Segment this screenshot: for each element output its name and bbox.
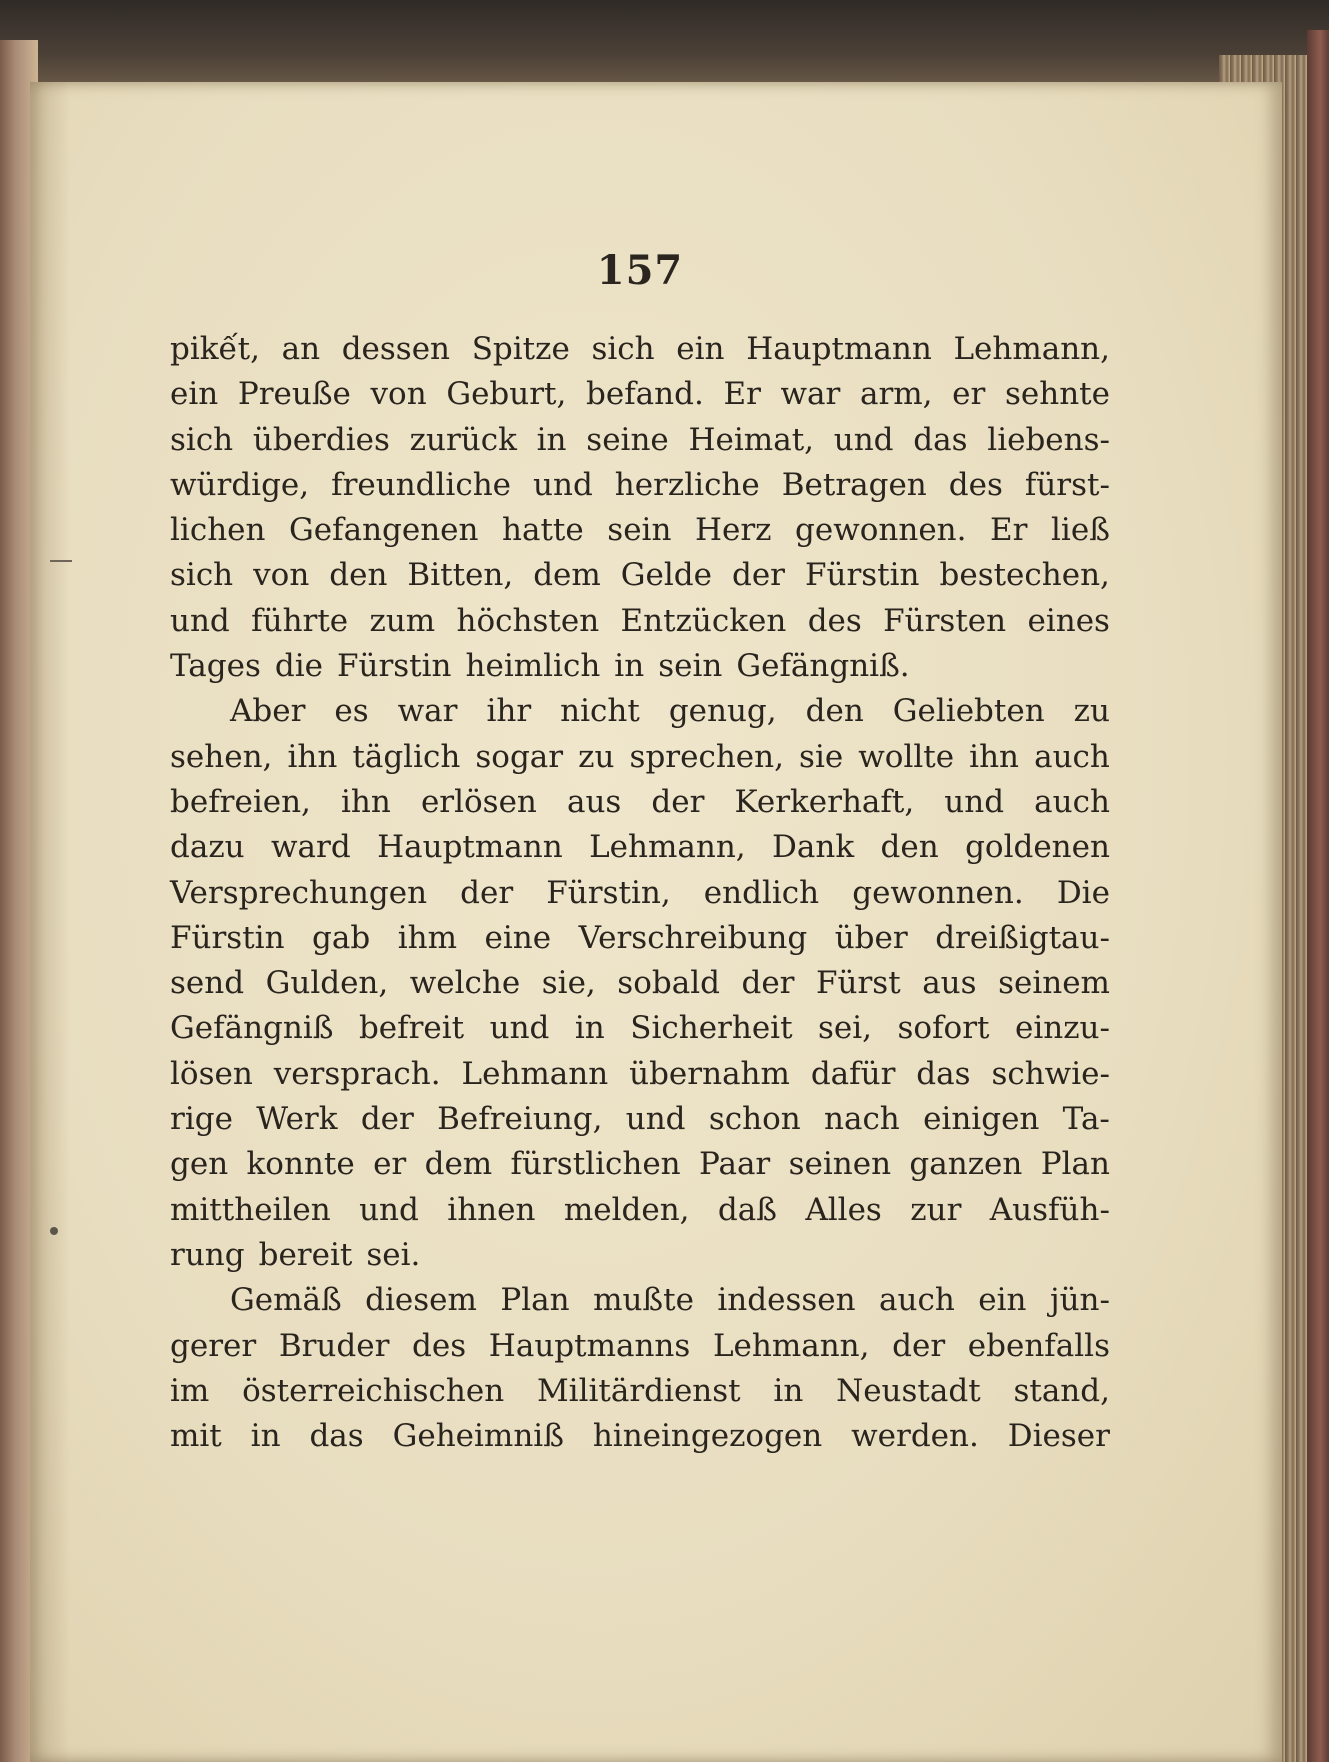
word: an [281,331,321,367]
word: befreit [358,1010,465,1047]
word: sei. [366,1236,421,1273]
text-line [170,871,1110,916]
word: der [360,1101,414,1138]
word: Hauptmanns [488,1327,691,1364]
word: dem [424,1146,493,1183]
word: daß [717,1191,777,1228]
word: ganzen [909,1146,1023,1183]
word: Fürstin [804,557,920,594]
word: ihn [341,783,391,820]
word: in [773,1372,804,1409]
word: Fürsten [883,602,1007,639]
word: hineingezogen [592,1418,823,1455]
text-line [170,553,1110,598]
word: ließ [1051,512,1110,549]
word: in [614,648,645,685]
word: und [533,466,593,503]
book-page [30,82,1282,1762]
word: werden. [851,1418,979,1455]
word: in [536,421,567,458]
word: sprechen, [629,738,784,775]
word: auch [1034,738,1110,775]
word: der [651,783,705,820]
word: Verschreibung [578,919,808,956]
word: dessen [341,331,451,367]
word: Gelde [620,557,712,594]
word: dazu [170,829,245,866]
word: freundliche [331,466,512,503]
word: sofort [897,1010,990,1047]
word: welche [409,965,521,1002]
word: das [309,1418,364,1455]
word: Lehmann, [953,331,1110,367]
word: mit [170,1418,222,1455]
word: seine [586,421,669,458]
word: das [913,421,968,458]
word: er [952,376,986,413]
word: Sicherheit [630,1010,793,1047]
word: Tages [170,648,261,685]
text-line [170,825,1110,870]
word: herzliche [614,466,760,503]
word: und [359,1191,419,1228]
word: Ta- [1062,1101,1110,1138]
word: eines [1027,602,1110,639]
word: ihr [486,693,532,730]
word: endlich [703,874,820,911]
word: Er [723,376,761,413]
word: ward [271,829,351,866]
word: und [944,783,1005,820]
word: arm, [859,376,933,413]
word: bestechen, [939,557,1110,594]
word: Kerkerhaft, [734,783,915,820]
word: Hauptmann [746,331,932,367]
word: einigen [923,1101,1040,1138]
word: zu [578,738,615,775]
word: des [412,1327,467,1364]
word: dem [533,557,601,594]
word: den [805,693,864,730]
word: den [329,557,388,594]
word: Entzücken [620,602,787,639]
word: bereit [258,1236,353,1273]
book-binding [1307,30,1329,1762]
word: sehen, [170,738,273,775]
word: Fürstin, [546,874,671,911]
text-line [170,327,1110,372]
word: fürstlichen [510,1146,681,1183]
word: ihnen [447,1191,536,1228]
text-line [170,916,1110,961]
word: Die [1056,874,1110,911]
word: sie, [541,965,596,1002]
margin-dot [50,1227,58,1235]
word: in [250,1418,281,1455]
word: Bitten, [407,557,514,594]
word: sie [799,738,844,775]
word: nicht [560,693,640,730]
word: in [574,1010,605,1047]
word: Geburt, [446,376,567,413]
text-line [170,1369,1110,1414]
text-line [170,780,1110,825]
page-gutter-shadow [30,82,70,1762]
word: höchsten [456,602,600,639]
word: fürst- [1024,466,1110,503]
word: Lehmann [461,1055,609,1092]
word: die [274,648,323,685]
text-line [170,418,1110,463]
word: ihm [397,919,457,956]
word: befand. [586,376,704,413]
word: von [253,557,310,594]
word: täglich [352,738,461,775]
word: Plan [500,1282,570,1319]
text-line [170,1006,1110,1051]
word: Gefängniß. [736,648,910,685]
word: sogar [475,738,564,775]
word: und [489,1010,550,1047]
text-line [170,1188,1110,1233]
text-line [170,1142,1110,1187]
word: Dieser [1007,1418,1110,1455]
word: sehnte [1004,376,1110,413]
background-desk [0,0,1329,90]
word: österreichischen [242,1372,505,1409]
word: überdies [252,421,390,458]
word: eine [484,919,552,956]
word: sich [170,421,234,458]
word: Bruder [278,1327,390,1364]
word: Preuße [237,376,351,413]
word: Fürstin [336,648,452,685]
text-line [170,1052,1110,1097]
word: befreien, [170,783,311,820]
text-line [170,1097,1110,1142]
word: Paar [699,1146,771,1183]
word: er [373,1146,407,1183]
word: übernahm [629,1055,790,1092]
word: Betragen [781,466,927,503]
word: Heimat, [688,421,814,458]
word: von [370,376,427,413]
text-line [170,644,1110,689]
word: der [460,874,514,911]
word: Aber [230,693,306,730]
word: Lehmann, [712,1327,870,1364]
word: der [892,1327,946,1364]
word: gen [170,1146,229,1183]
word: führte [251,602,349,639]
word: Fürst [816,965,901,1002]
word: wollte [858,738,955,775]
word: den [880,829,939,866]
word: der [731,557,785,594]
text-line [170,463,1110,508]
word: das [916,1055,971,1092]
word: Werk [256,1101,338,1138]
word: melden, [563,1191,690,1228]
word: rung [170,1236,245,1273]
word: des [948,466,1003,503]
margin-mark [50,560,72,562]
word: Dank [772,829,855,866]
text-line [170,1414,1110,1459]
page-number: 157 [596,247,684,294]
word: sich [591,331,655,367]
word: sich [170,557,234,594]
text-line [170,735,1110,780]
word: send [170,965,245,1002]
text-line [170,599,1110,644]
word: Hauptmann [377,829,563,866]
word: Plan [1040,1146,1110,1183]
word: goldenen [965,829,1110,866]
word: gewonnen. [852,874,1024,911]
word: lichen [170,512,266,549]
word: würdige, [170,466,310,503]
word: Herz [694,512,772,549]
word: ein [676,331,725,367]
word: war [780,376,841,413]
word: hatte [502,512,584,549]
page-text [170,327,1110,1459]
word: Gefangenen [289,512,479,549]
word: liebens- [987,421,1110,458]
word: gerer [170,1327,257,1364]
word: Geheimniß [392,1418,564,1455]
word: im [170,1372,210,1409]
word: Versprechungen [170,874,428,911]
word: und [625,1101,686,1138]
word: ihn [969,738,1020,775]
word: Geliebten [892,693,1045,730]
word: gab [312,919,371,956]
word: Lehmann, [589,829,746,866]
word: Befreiung, [437,1101,603,1138]
word: rige [170,1101,233,1138]
word: ihn [287,738,338,775]
word: aus [566,783,622,820]
word: Ausfüh- [989,1191,1110,1228]
word: der [741,965,795,1002]
word: auch [1034,783,1110,820]
word: und [833,421,894,458]
word: sobald [617,965,720,1002]
word: zu [1073,693,1110,730]
word: schwie- [991,1055,1110,1092]
word: sein [607,512,672,549]
word: auch [879,1282,955,1319]
word: mußte [593,1282,694,1319]
word: Gemäß [230,1282,342,1319]
word: gewonnen. [795,512,967,549]
word: seinem [998,965,1110,1002]
word: war [397,693,458,730]
word: es [334,693,369,730]
word: dreißigtau- [935,919,1110,956]
word: Militärdienst [536,1372,741,1409]
word: aus [922,965,977,1002]
word: sein [658,648,723,685]
word: versprach. [273,1055,441,1092]
word: diesem [365,1282,477,1319]
word: erlösen [420,783,537,820]
word: dafür [810,1055,896,1092]
word: konnte [246,1146,355,1183]
word: jün- [1049,1282,1110,1319]
text-line [170,372,1110,417]
word: des [807,602,862,639]
text-line [170,1233,1110,1278]
word: Fürstin [170,919,285,956]
word: heimlich [465,648,601,685]
word: Neustadt [836,1372,981,1409]
word: schon [708,1101,801,1138]
word: Spitze [471,331,570,367]
word: ebenfalls [967,1327,1110,1364]
text-line [170,1278,1110,1323]
word: mittheilen [170,1191,331,1228]
word: zurück [409,421,517,458]
word: zur [910,1191,962,1228]
text-line [170,1324,1110,1369]
word: stand, [1013,1372,1110,1409]
text-line [170,508,1110,553]
word: ein [978,1282,1027,1319]
word: lösen [170,1055,253,1092]
word: Alles [805,1191,882,1228]
word: über [834,919,908,956]
word: sei, [818,1010,873,1047]
word: zum [369,602,436,639]
word: pikết, [170,331,260,367]
text-line [170,961,1110,1006]
word: seinen [788,1146,892,1183]
word: einzu- [1014,1010,1110,1047]
word: indessen [717,1282,856,1319]
word: Gulden, [265,965,389,1002]
word: Gefängniß [170,1010,334,1047]
word: genug, [668,693,777,730]
text-line [170,689,1110,734]
word: Er [990,512,1028,549]
word: nach [824,1101,900,1138]
word: und [170,602,230,639]
word: ein [170,376,219,413]
